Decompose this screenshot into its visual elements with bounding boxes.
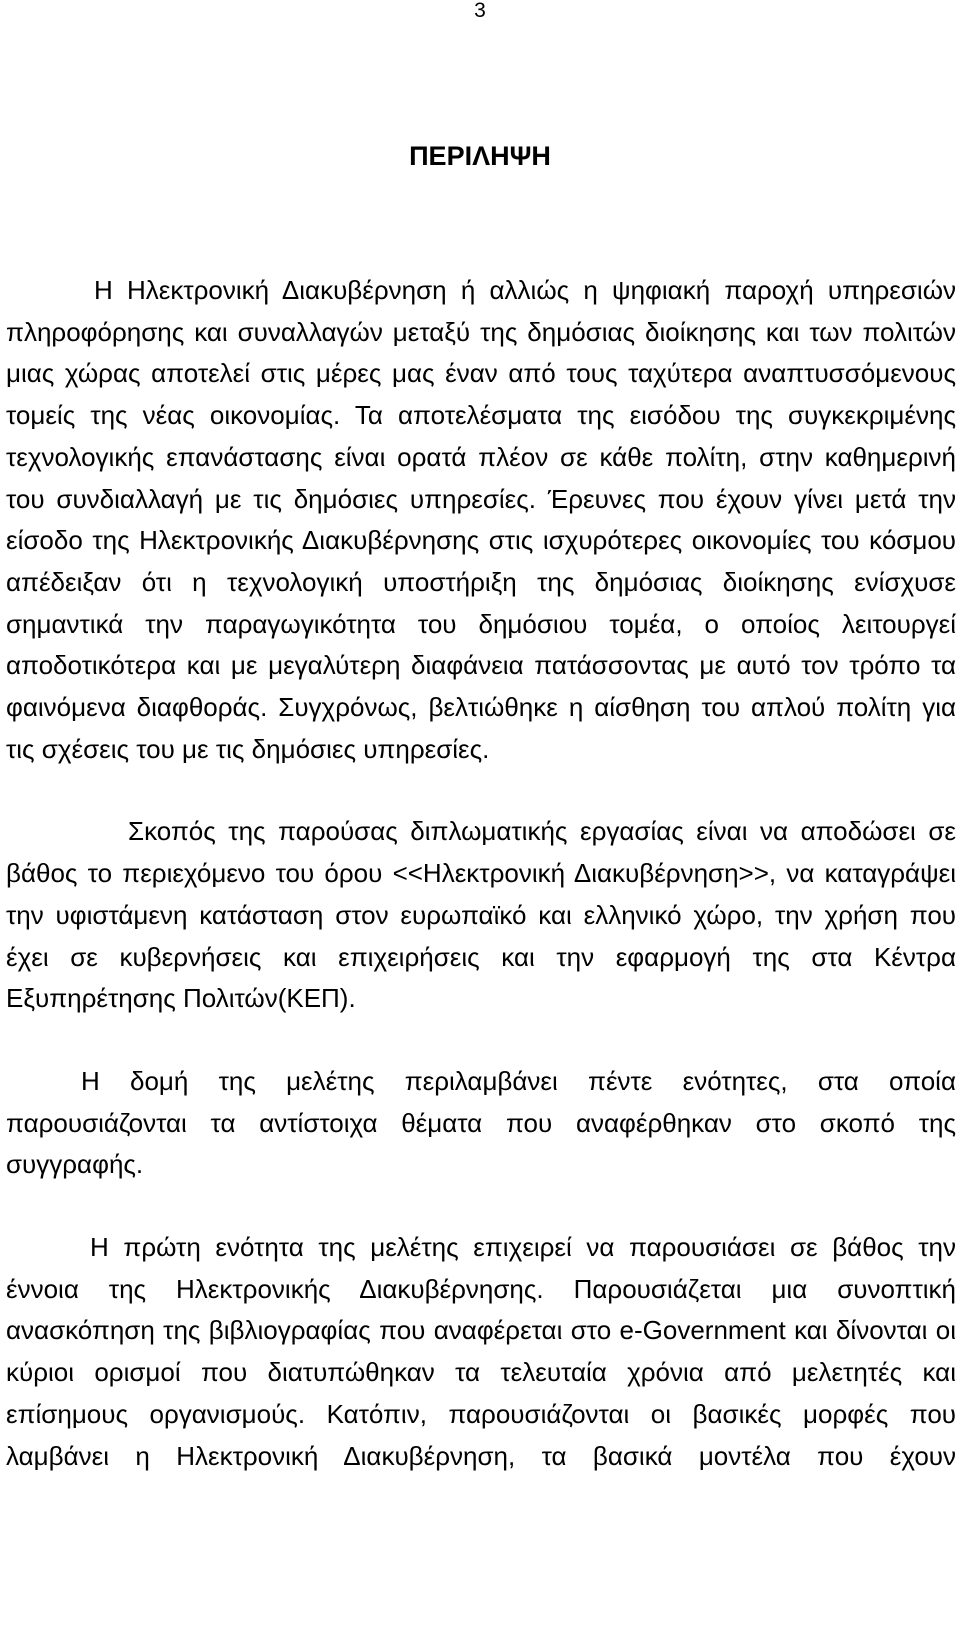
page-title: ΠΕΡΙΛΗΨΗ	[409, 141, 551, 171]
paragraph-introduction: Η Ηλεκτρονική Διακυβέρνηση ή αλλιώς η ψηφιακή παροχή υπηρεσιών πληροφόρησης και συναλλαγών μεταξύ της δημόσιας διοίκησης και των πολιτών μιας χώρας αποτελεί στις μέρες μας έναν από τους ταχύτερα αναπτυσσόμενους τομείς της νέας οικονομίας. Τα αποτελέσματα της εισόδου της συγκεκριμένης τεχνολογικής επανάστασης είναι ορατά πλέον σε κάθε πολίτη, στην καθημερινή του συνδιαλλαγή με τις δημόσιες υπηρεσίες. Έρευνες που έχουν γίνει μετά την είσοδο της Ηλεκτρονικής Διακυβέρνησης στις ισχυρότερες οικονομίες του κόσμου απέδειξαν ότι η τεχνολογική υποστήριξη της δημόσιας διοίκησης ενίσχυσε σημαντικά την παραγωγικότητα του δημόσιου τομέα, ο οποίος λειτουργεί αποδοτικότερα και με μεγαλύτερη διαφάνεια πατάσσοντας με αυτό τον τρόπο τα φαινόμενα διαφθοράς. Συγχρόνως, βελτιώθηκε η αίσθηση του απλού πολίτη για τις σχέσεις του με τις δημόσιες υπηρεσίες.	[6, 275, 956, 764]
document-body	[6, 270, 956, 1477]
paragraph-structure: Η δομή της μελέτης περιλαμβάνει πέντε ενότητες, στα οποία παρουσιάζονται τα αντίστοιχα θέματα που αναφέρθηκαν στο σκοπό της συγγραφής.	[6, 1065, 956, 1180]
paragraph-first-section: Η πρώτη ενότητα της μελέτης επιχειρεί να παρουσιάσει σε βάθος την έννοια της Ηλεκτρονικής Διακυβέρνησης. Παρουσιάζεται μια συνοπτική ανασκόπηση της βιβλιογραφίας που αναφέρεται στο e-Government και δίνονται οι κύριοι ορισμοί που διατυπώθηκαν τα τελευταία χρόνια από μελετητές και επίσημους οργανισμούς. Κατόπιν, παρουσιάζονται οι βασικές μορφές που λαμβάνει η Ηλεκτρονική Διακυβέρνηση, τα βασικά μοντέλα που έχουν	[6, 1232, 956, 1471]
paragraph-purpose: Σκοπός της παρούσας διπλωματικής εργασίας είναι να αποδώσει σε βάθος το περιεχόμενο του όρου <<Ηλεκτρονική Διακυβέρνηση>>, να καταγράψει την υφιστάμενη κατάσταση στον ευρωπαϊκό και ελληνικό χώρο, την χρήση που έχει σε κυβερνήσεις και επιχειρήσεις και την εφαρμογή της στα Κέντρα Εξυπηρέτησης Πολιτών(ΚΕΠ).	[6, 816, 956, 1014]
page-number: 3	[474, 0, 486, 22]
